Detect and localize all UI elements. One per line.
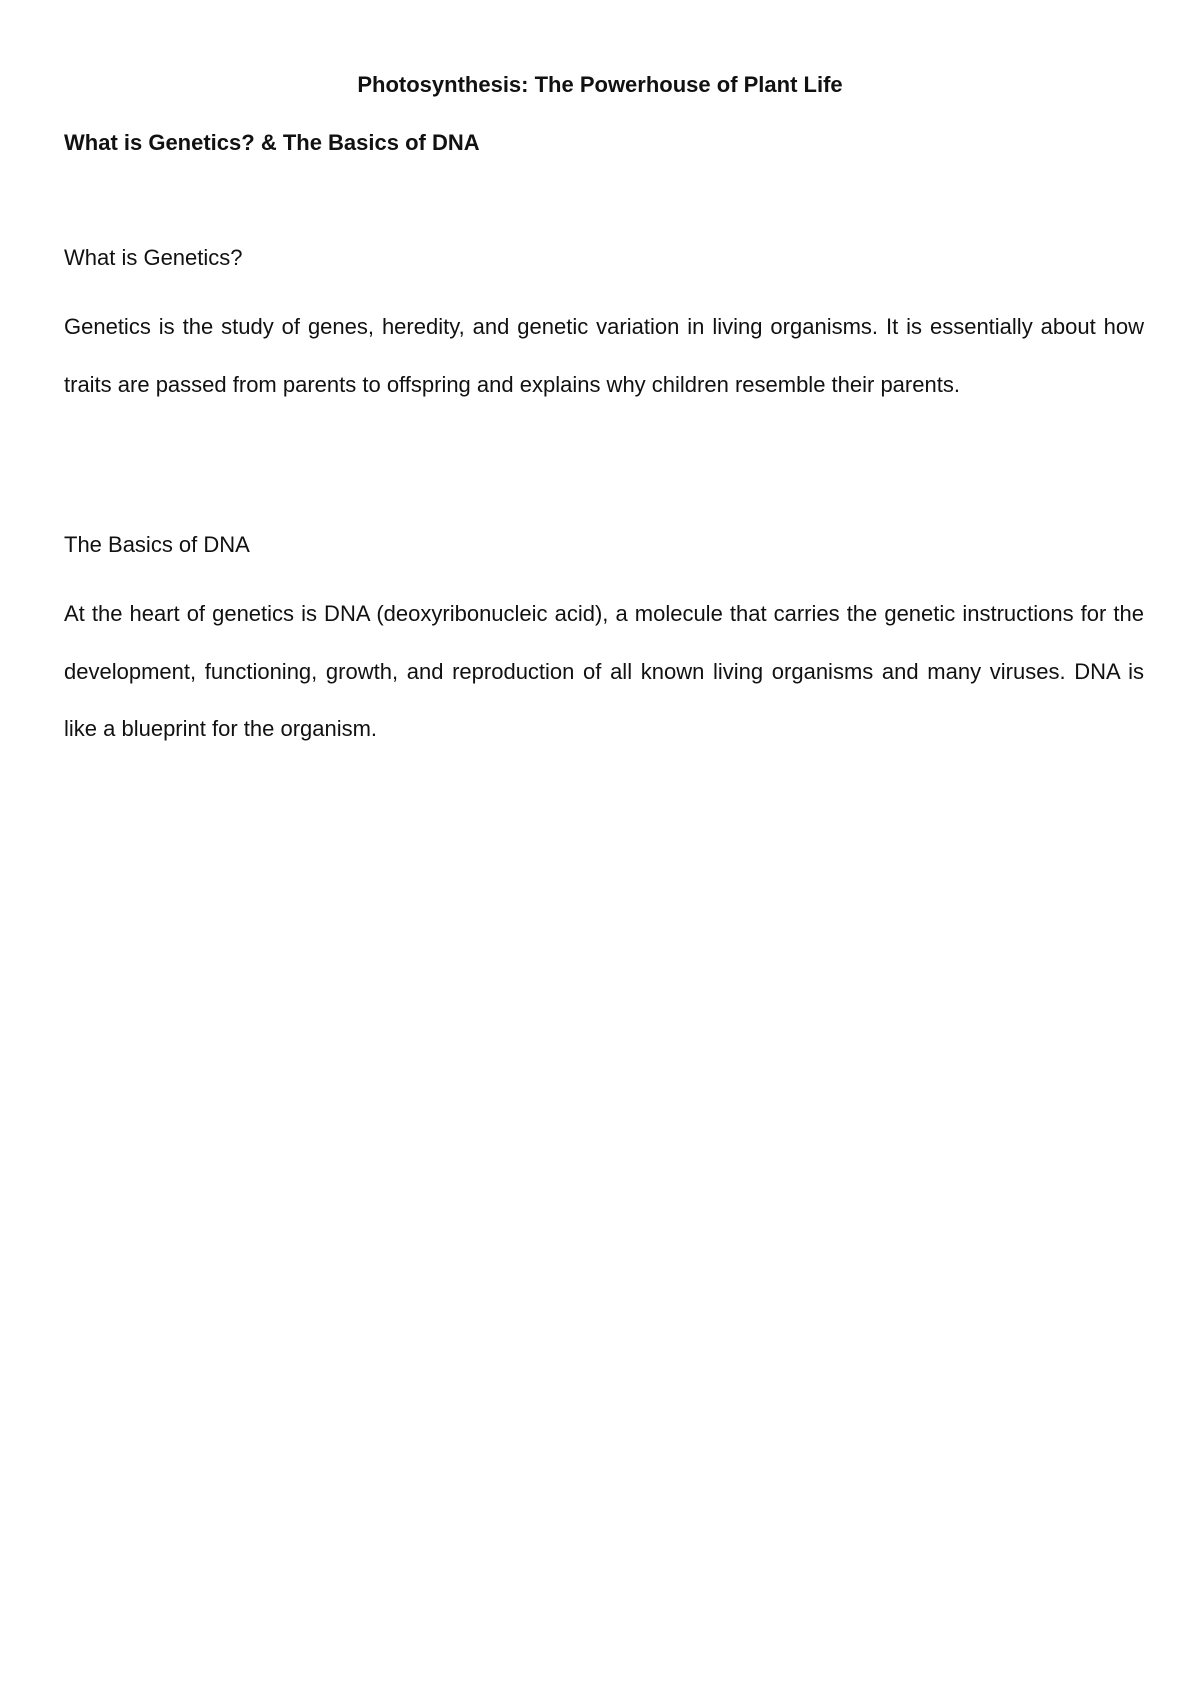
- document-subtitle: What is Genetics? & The Basics of DNA: [64, 130, 480, 155]
- section-paragraph: At the heart of genetics is DNA (deoxyribonucleic acid), a molecule that carries the genetic instructions for the development, functioning, growth, and reproduction of all known living organisms and many viruses. DNA is like a blueprint for the organism.: [64, 601, 1144, 741]
- section-basics-of-dna: [64, 528, 1144, 758]
- document-title: Photosynthesis: The Powerhouse of Plant Life: [357, 72, 843, 97]
- section-heading: What is Genetics?: [64, 245, 243, 270]
- section-heading: The Basics of DNA: [64, 532, 250, 557]
- section-what-is-genetics: [64, 241, 1144, 413]
- section-paragraph: Genetics is the study of genes, heredity, and genetic variation in living organisms. It is essentially about how traits are passed from parents to offspring and explains why children resemble their parents.: [64, 314, 1144, 397]
